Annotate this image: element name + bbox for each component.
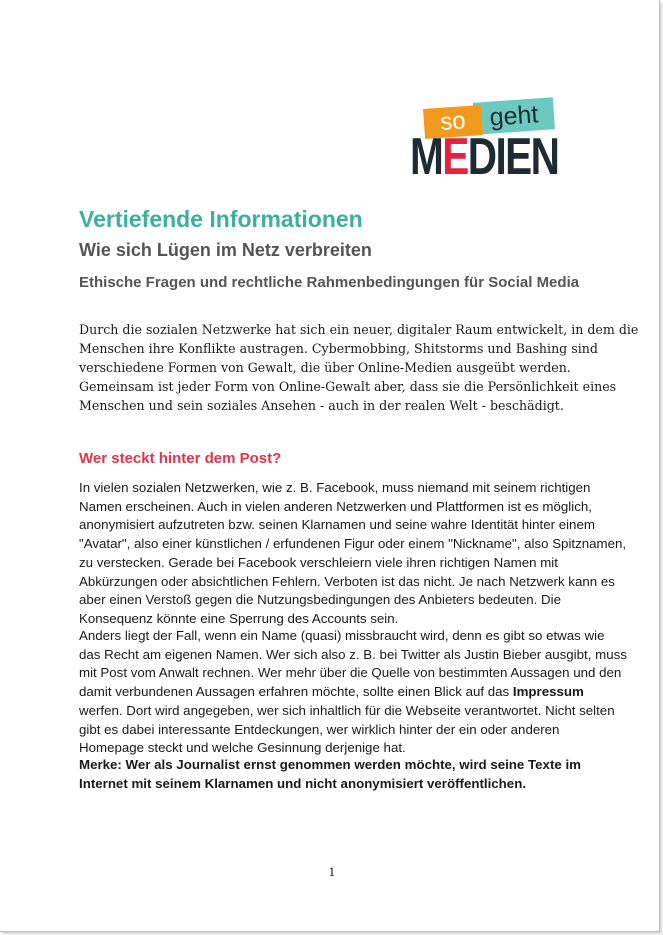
page-title: Vertiefende Informationen: [79, 206, 363, 232]
logo-geht-box: geht: [473, 97, 555, 135]
paragraph-line: anonymisiert aufzutreten bzw. seinen Klarnamen und seine wahre Identität hinter einem: [79, 517, 595, 533]
paragraph-line: aber einen Verstoß gegen die Nutzungsbedingungen des Anbieters bedeuten. Die: [79, 592, 561, 608]
merke-line: Merke: Wer als Journalist ernst genommen werden möchte, wird seine Texte im: [79, 757, 581, 772]
intro-line: Gemeinsam ist jeder Form von Online-Gewalt aber, dass sie die Persönlichkeit eines: [79, 379, 617, 394]
paragraph-line: werfen. Dort wird angegeben, wer sich inhaltlich für die Webseite verantwortet. Nicht selten: [79, 702, 615, 718]
paragraph-line-impressum: [79, 683, 584, 702]
section-heading: Wer steckt hinter dem Post?: [79, 450, 282, 467]
paragraph-line: In vielen sozialen Netzwerken, wie z. B. Facebook, muss niemand mit seinem richtigen: [79, 480, 591, 495]
intro-line: Menschen und sein soziales Ansehen - auch in der realen Welt - beschädigt.: [79, 398, 564, 413]
paragraph-line: Namen erscheinen. Auch in vielen anderen Netzwerken und Plattformen ist es möglich,: [79, 498, 592, 514]
logo-medien-e: E: [442, 128, 468, 186]
intro-line: verschiedene Formen von Gewalt, die über Online-Medien ausgeübt werden.: [79, 360, 571, 375]
so-geht-medien-logo: [410, 98, 565, 184]
intro-line: Menschen ihre Konflikte austragen. Cybermobbing, Shitstorms und Bashing sind: [79, 341, 598, 356]
paragraph-line: gibt es dabei interessante Entdeckungen, wer wirklich hinter der ein oder anderen: [79, 721, 560, 737]
intro-paragraph: [79, 320, 639, 415]
paragraph-line: Abkürzungen oder absichtlichen Fehlern. Verboten ist das nicht. Je nach Netzwerk kann es: [79, 573, 615, 589]
page-subtitle: Wie sich Lügen im Netz verbreiten: [79, 240, 372, 260]
paragraph-1: [79, 479, 627, 629]
paragraph-line: zu verstecken. Gerade bei Facebook verschleiern viele ihren richtigen Namen mit: [79, 554, 558, 570]
logo-medien-m: M: [410, 128, 443, 186]
logo-medien-rest: DIEN: [467, 128, 559, 186]
paragraph-line: Konsequenz könnte eine Sperrung des Accounts sein.: [79, 610, 399, 626]
paragraph-2: [79, 627, 627, 758]
page-number: 1: [328, 866, 336, 879]
paragraph-line: Homepage steckt und welche Gesinnung derjenige hat.: [79, 740, 406, 756]
logo-medien-text: [410, 128, 559, 186]
logo-so-box: so: [423, 105, 483, 139]
page-subsubtitle: Ethische Fragen und rechtliche Rahmenbedingungen für Social Media: [79, 274, 580, 291]
paragraph-line: Anders liegt der Fall, wenn ein Name (quasi) missbraucht wird, denn es gibt so etwas wie: [79, 628, 605, 643]
merke-note: [79, 755, 584, 793]
intro-line: Durch die sozialen Netzwerke hat sich ein neuer, digitaler Raum entwickelt, in dem die: [79, 322, 639, 337]
merke-line: Internet mit seinem Klarnamen und nicht anonymisiert veröffentlichen.: [79, 776, 527, 791]
paragraph-line: "Avatar", also einer künstlichen / erfundenen Figur oder einem "Nickname", also Spitznamen,: [79, 536, 627, 552]
impressum-emphasis: Impressum: [512, 684, 584, 700]
paragraph-line-text: damit verbundenen Aussagen erfahren möchte, sollte einen Blick auf das: [79, 684, 513, 700]
paragraph-line: mit Post vom Anwalt rechnen. Wer mehr über die Quelle von bestimmten Aussagen und den: [79, 665, 622, 681]
paragraph-line: das Recht am eigenen Namen. Wer sich also z. B. bei Twitter als Justin Bieber ausgibt, muss: [79, 646, 627, 662]
